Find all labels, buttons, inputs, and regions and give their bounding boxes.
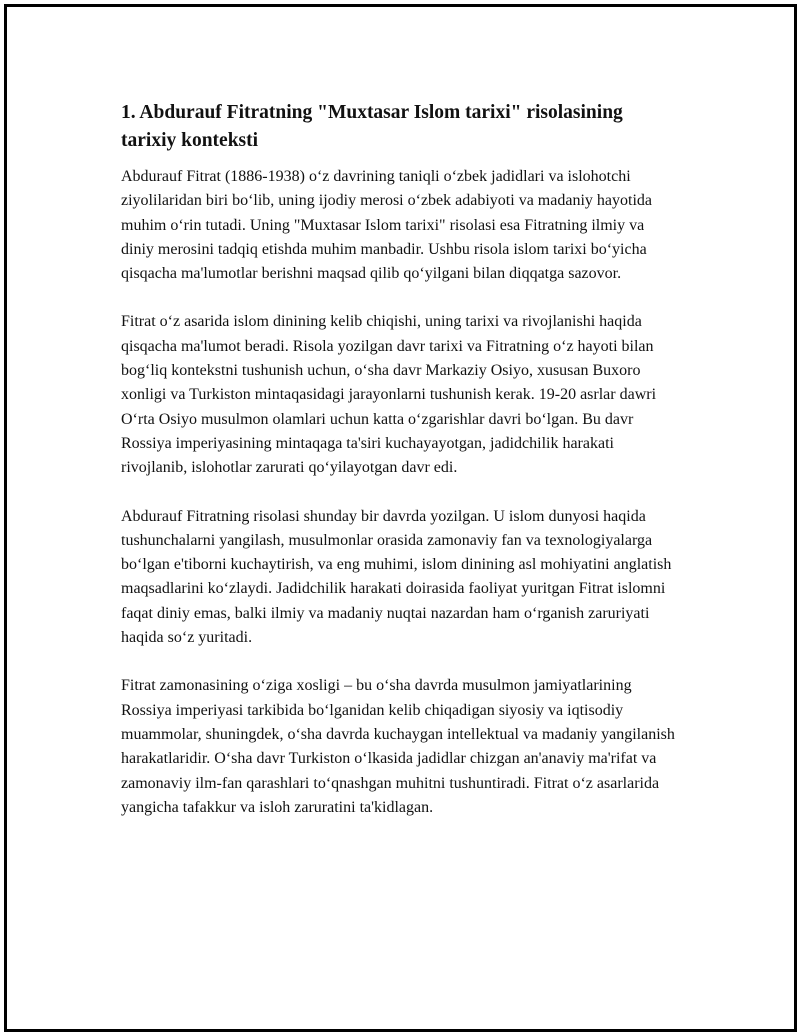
paragraph-2: Fitrat o‘z asarida islom dinining kelib chiqishi, uning tarixi va rivojlanishi haqida qisqacha ma'lumot beradi. Risola yozilgan davr tarixi va Fitratning o‘z hayoti bilan bog‘liq kontekstni tushunish uchun, o‘sha davr Markaziy Osiyo, xususan Buxoro xonligi va Turkiston mintaqasidagi jarayonlarni tushunish kerak. 19-20 asrlar dawri O‘rta Osiyo musulmon olamlari uchun katta o‘zgarishlar davri bo‘lgan. Bu davr Rossiya imperiyasining mintaqaga ta'siri kuchayayotgan, jadidchilik harakati rivojlanib, islohotlar zarurati qo‘yilayotgan davr edi. (121, 313, 657, 477)
page-frame (4, 4, 797, 1032)
paragraph-3: Abdurauf Fitratning risolasi shunday bir davrda yozilgan. U islom dunyosi haqida tushunchalarni yangilash, musulmonlar orasida zamonaviy fan va texnologiyalarga bo‘lgan e'tiborni kuchaytirish, va eng muhimi, islom dinining asl mohiyatini anglatish maqsadlarini ko‘zlaydi. Jadidchilik harakati doirasida faoliyat yuritgan Fitrat islomni faqat diniy emas, balki ilmiy va madaniy nuqtai nazardan ham o‘rganish zaruriyati haqida so‘z yuritadi. (121, 507, 672, 647)
section-title: 1. Abdurauf Fitratning "Muxtasar Islom tarixi" risolasining tarixiy konteksti (121, 102, 623, 151)
paragraph-4: Fitrat zamonasining o‘ziga xosligi – bu o‘sha davrda musulmon jamiyatlarining Rossiya imperiyasi tarkibida bo‘lganidan kelib chiqadigan siyosiy va iqtisodiy muammolar, shuningdek, o‘sha davrda kuchaygan intellektual va madaniy yangilanish harakatlaridir. O‘sha davr Turkiston o‘lkasida jadidlar chizgan an'anaviy ma'rifat va zamonaviy ilm-fan qarashlari to‘qnashgan muhitni tushuntiradi. Fitrat o‘z asarlarida yangicha tafakkur va isloh zaruratini ta'kidlagan. (121, 677, 675, 816)
document-body (121, 99, 681, 844)
paragraph-1: Abdurauf Fitrat (1886-1938) o‘z davrining taniqli o‘zbek jadidlari va islohotchi ziyolilaridan biri bo‘lib, uning ijodiy merosi o‘zbek adabiyoti va madaniy hayotida muhim o‘rin tutadi. Uning "Muxtasar Islom tarixi" risolasi esa Fitratning ilmiy va diniy merosini tadqiq etishda muhim manbadir. Ushbu risola islom tarixi bo‘yicha qisqacha ma'lumotlar berishni maqsad qilib qo‘yilgani bilan diqqatga sazovor. (121, 168, 652, 283)
